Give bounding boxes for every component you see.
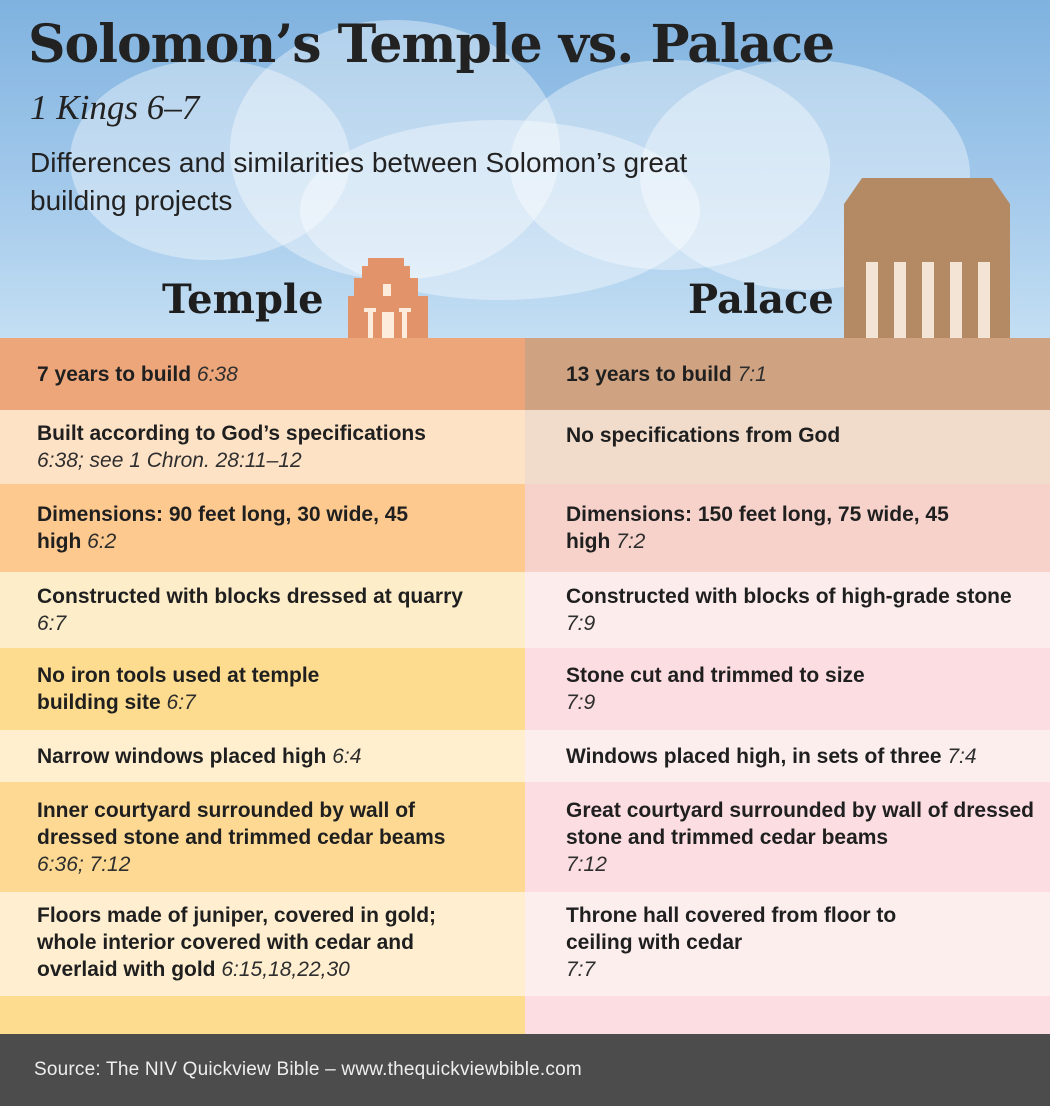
palace-cell — [525, 572, 1050, 648]
palace-fact: No specifications from God — [566, 424, 841, 447]
temple-cell-text — [37, 662, 397, 716]
source-footer — [0, 1034, 1050, 1106]
palace-fact: Windows placed high, in sets of three — [566, 744, 942, 768]
palace-cell-text — [566, 743, 1040, 770]
palace-cell-text — [566, 797, 1050, 878]
temple-cell-text — [37, 583, 467, 637]
palace-verse-ref: 7:9 — [566, 612, 596, 635]
palace-cell-text — [566, 422, 1040, 449]
temple-cell — [0, 648, 525, 730]
palace-column-heading: Palace — [688, 276, 834, 323]
palace-cell — [525, 410, 1050, 484]
temple-fact: Constructed with blocks dressed at quarry — [37, 585, 463, 608]
palace-building-icon — [842, 176, 1012, 340]
temple-cell-text — [37, 902, 499, 983]
temple-verse-ref: 6:4 — [332, 744, 362, 768]
palace-verse-ref: 7:7 — [566, 958, 596, 981]
palace-verse-ref: 7:4 — [947, 744, 977, 768]
source-credit: Source: The NIV Quickview Bible – www.thequickviewbible.com — [34, 1059, 582, 1080]
palace-verse-ref: 7:9 — [566, 691, 596, 714]
table-row — [0, 572, 1050, 648]
temple-fact: Dimensions: 90 feet long, 30 wide, 45 high — [37, 503, 409, 553]
palace-cell-text — [566, 583, 1026, 637]
palace-fact: Constructed with blocks of high-grade stone — [566, 585, 1012, 608]
table-row — [0, 782, 1050, 892]
temple-fact: Floors made of juniper, covered in gold; whole interior covered with cedar and overlaid with gold — [37, 904, 437, 981]
palace-column-base — [525, 996, 1050, 1034]
palace-cell — [525, 338, 1050, 410]
temple-column-heading: Temple — [162, 276, 324, 323]
palace-cell — [525, 730, 1050, 782]
palace-cell — [525, 648, 1050, 730]
temple-verse-ref: 6:7 — [37, 612, 67, 635]
table-row — [0, 648, 1050, 730]
palace-fact: Stone cut and trimmed to size — [566, 664, 865, 687]
temple-fact: No iron tools used at temple building site — [37, 664, 320, 714]
palace-fact: 13 years to build — [566, 362, 732, 386]
temple-cell-text — [37, 797, 487, 878]
temple-cell-text — [37, 361, 495, 388]
temple-cell-text — [37, 501, 457, 555]
temple-column-base — [0, 996, 525, 1034]
page-subtitle: 1 Kings 6–7 — [30, 88, 200, 127]
palace-cell — [525, 484, 1050, 572]
temple-fact: 7 years to build — [37, 362, 192, 386]
palace-verse-ref: 7:2 — [616, 530, 646, 553]
palace-cell-text — [566, 662, 1040, 716]
temple-fact: Built according to God’s specifications — [37, 422, 426, 445]
palace-fact: Great courtyard surrounded by wall of dressed stone and trimmed cedar beams — [566, 798, 1034, 849]
temple-fact: Inner courtyard surrounded by wall of dressed stone and trimmed cedar beams — [37, 798, 446, 849]
temple-verse-ref: 6:15,18,22,30 — [221, 958, 350, 981]
temple-verse-ref: 6:38 — [196, 362, 238, 386]
comparison-table — [0, 338, 1050, 1034]
temple-cell — [0, 410, 525, 484]
table-row — [0, 410, 1050, 484]
temple-cell — [0, 782, 525, 892]
temple-verse-ref: 6:38; see 1 Chron. 28:11–12 — [37, 449, 302, 472]
temple-cell — [0, 730, 525, 782]
page-description: Differences and similarities between Solomon’s great building projects — [30, 147, 688, 216]
palace-verse-ref: 7:1 — [737, 362, 767, 386]
palace-cell-text — [566, 501, 996, 555]
palace-cell-text — [566, 361, 1040, 388]
temple-cell-text — [37, 743, 495, 770]
palace-verse-ref: 7:12 — [566, 852, 607, 876]
temple-fact: Narrow windows placed high — [37, 744, 327, 768]
temple-building-icon — [346, 256, 430, 340]
table-row — [0, 338, 1050, 410]
temple-verse-ref: 6:2 — [87, 530, 117, 553]
temple-cell — [0, 338, 525, 410]
table-row — [0, 730, 1050, 782]
page-title: Solomon’s Temple vs. Palace — [28, 14, 835, 75]
palace-fact: Throne hall covered from floor to ceiling with cedar — [566, 904, 897, 954]
palace-cell — [525, 782, 1050, 892]
temple-verse-ref: 6:36; 7:12 — [37, 852, 131, 876]
table-row — [0, 484, 1050, 572]
palace-cell-text — [566, 902, 966, 983]
temple-cell — [0, 484, 525, 572]
temple-cell — [0, 572, 525, 648]
temple-verse-ref: 6:7 — [166, 691, 196, 714]
palace-fact: Dimensions: 150 feet long, 75 wide, 45 high — [566, 503, 949, 553]
temple-cell-text — [37, 420, 495, 474]
sky-header — [0, 0, 1050, 340]
